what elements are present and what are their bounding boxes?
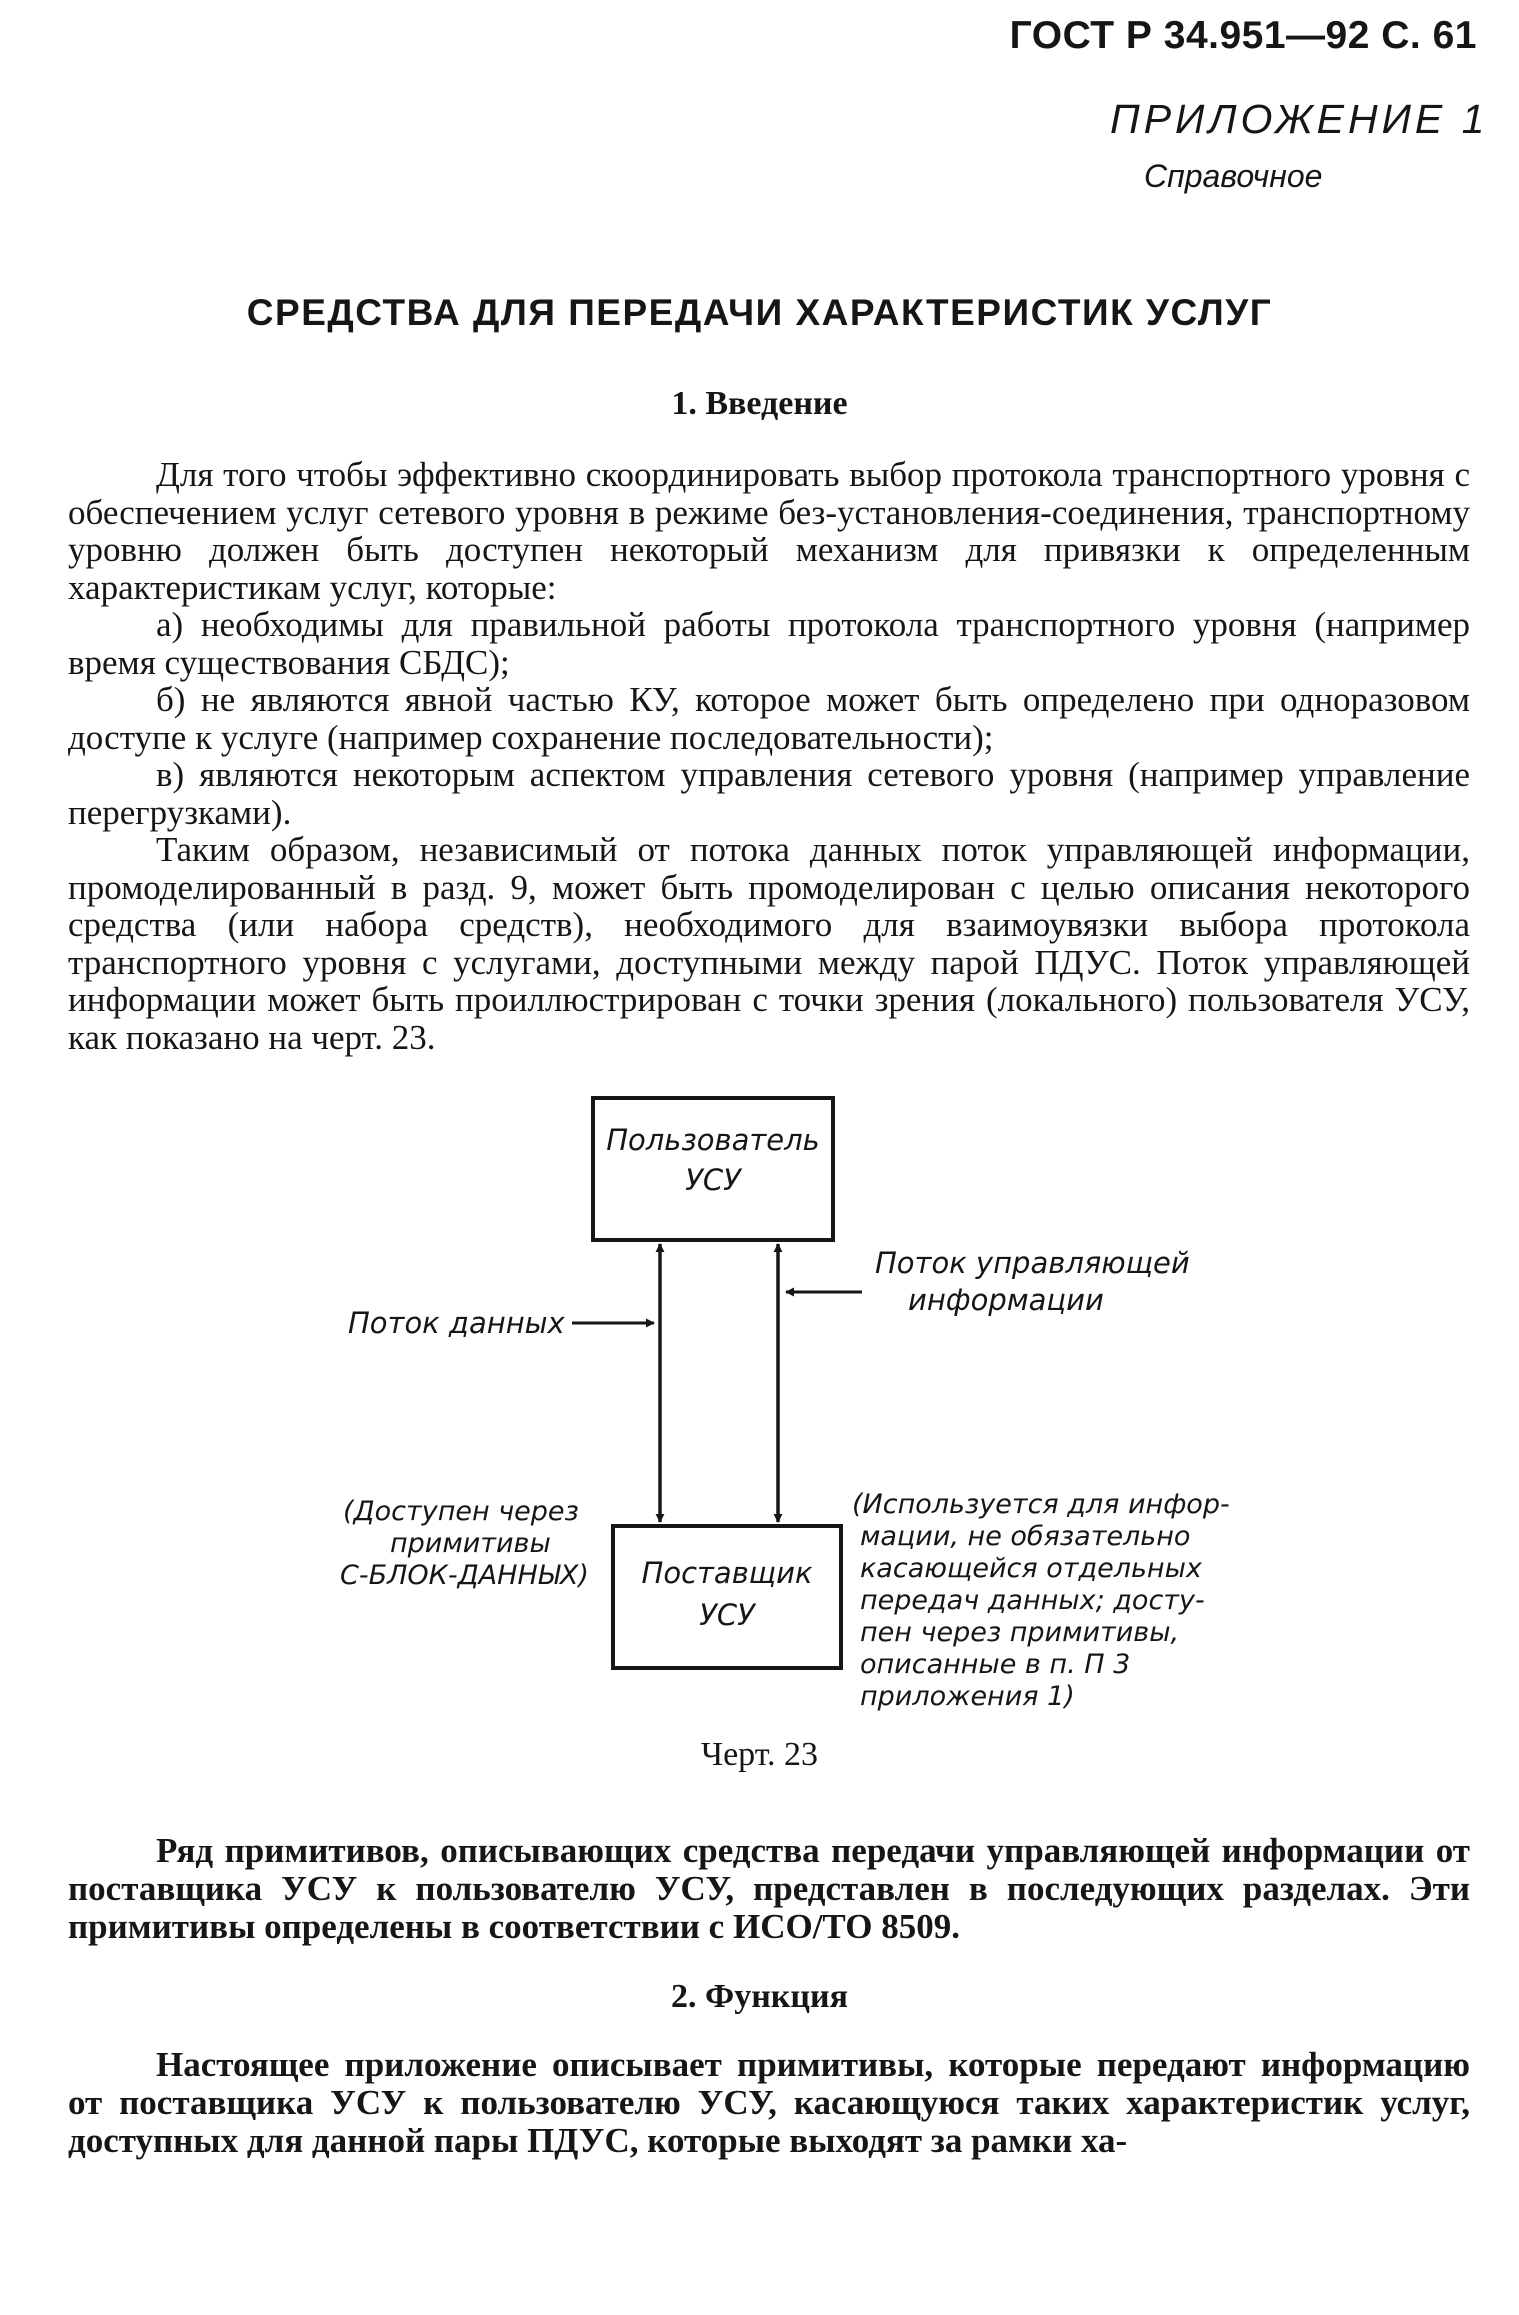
flow-paragraph: Таким образом, независимый от потока данных поток управляющей информации, промоделированный в разд. 9, может быть промоделирован с целью описания некоторого средства (или набора средств), необходимого для взаимоувязки выбора протокола транспортного уровня с услугами, доступными между парой ПДУС. Поток управляющей информации может быть проиллюстрирован с точки зрения (локального) пользователя УСУ, как показано на черт. 23.: [68, 830, 1470, 1057]
right-note-line-7: приложения 1): [860, 1681, 1075, 1712]
provider-box-line-2: УСУ: [699, 1598, 755, 1632]
section-1-body: [68, 456, 1470, 1056]
right-note-line-5: пен через примитивы,: [860, 1617, 1180, 1648]
page-title: СРЕДСТВА ДЛЯ ПЕРЕДАЧИ ХАРАКТЕРИСТИК УСЛУГ: [246, 292, 1273, 333]
list-item-b: б) не являются явной частью КУ, которое может быть определено при одноразовом доступе к услуге (например сохранение последовательности);: [68, 680, 1470, 757]
section-2-heading: 2. Функция: [671, 1978, 848, 2015]
right-note-line-2: мации, не обязательно: [860, 1521, 1191, 1552]
section-1-heading: 1. Введение: [671, 385, 848, 422]
appendix-type: Справочное: [1144, 158, 1323, 194]
list-item-a: а) необходимы для правильной работы протокола транспортного уровня (например время существования СБДС);: [68, 605, 1470, 682]
provider-box-line-1: Поставщик: [641, 1556, 813, 1590]
right-note-line-3: касающейся отдельных: [860, 1553, 1202, 1584]
summary-paragraph: Ряд примитивов, описывающих средства передачи управляющей информации от поставщика УСУ к пользователю УСУ, представлен в последующих разделах. Эти примитивы определены в соответствии с ИСО/ТО 8509.: [68, 1831, 1470, 1946]
data-flow-label: Поток данных: [348, 1306, 565, 1340]
right-note-line-6: описанные в п. П 3: [860, 1649, 1131, 1680]
left-note-line-1: (Доступен через: [343, 1496, 579, 1527]
left-note-line-3: С-БЛОК-ДАННЫХ): [340, 1560, 589, 1591]
control-flow-label-line-2: информации: [908, 1283, 1104, 1317]
right-note-line-1: (Используется для инфор-: [852, 1489, 1230, 1520]
summary-block: [68, 1832, 1470, 1946]
user-box-line-2: УСУ: [685, 1163, 741, 1197]
list-item-v: в) являются некоторым аспектом управления сетевого уровня (например управление перегрузками).: [68, 755, 1470, 832]
function-paragraph: Настоящее приложение описывает примитивы, которые передают информацию от поставщика УСУ к пользователю УСУ, касающуюся таких характеристик услуг, доступных для данной пары ПДУС, которые выходят за рамки ха-: [68, 2045, 1470, 2160]
figure-23-diagram: [0, 1080, 1519, 1720]
gost-page-header: ГОСТ Р 34.951—92 С. 61: [1009, 14, 1477, 57]
intro-paragraph: Для того чтобы эффективно скоординировать выбор протокола транспортного уровня с обеспечением услуг сетевого уровня в режиме без-установления-соединения, транспортному уровню должен быть доступен некоторый механизм для привязки к определенным характеристикам услуг, которые:: [68, 455, 1470, 607]
section-2-body: [68, 2046, 1470, 2160]
appendix-label: ПРИЛОЖЕНИЕ 1: [1110, 96, 1489, 142]
user-box-line-1: Пользователь: [606, 1123, 820, 1157]
control-flow-label-line-1: Поток управляющей: [875, 1246, 1190, 1280]
left-note-line-2: примитивы: [390, 1528, 551, 1559]
right-note-line-4: передач данных; досту-: [860, 1585, 1205, 1616]
figure-caption: Черт. 23: [700, 1736, 819, 1773]
provider-box: [613, 1526, 841, 1668]
